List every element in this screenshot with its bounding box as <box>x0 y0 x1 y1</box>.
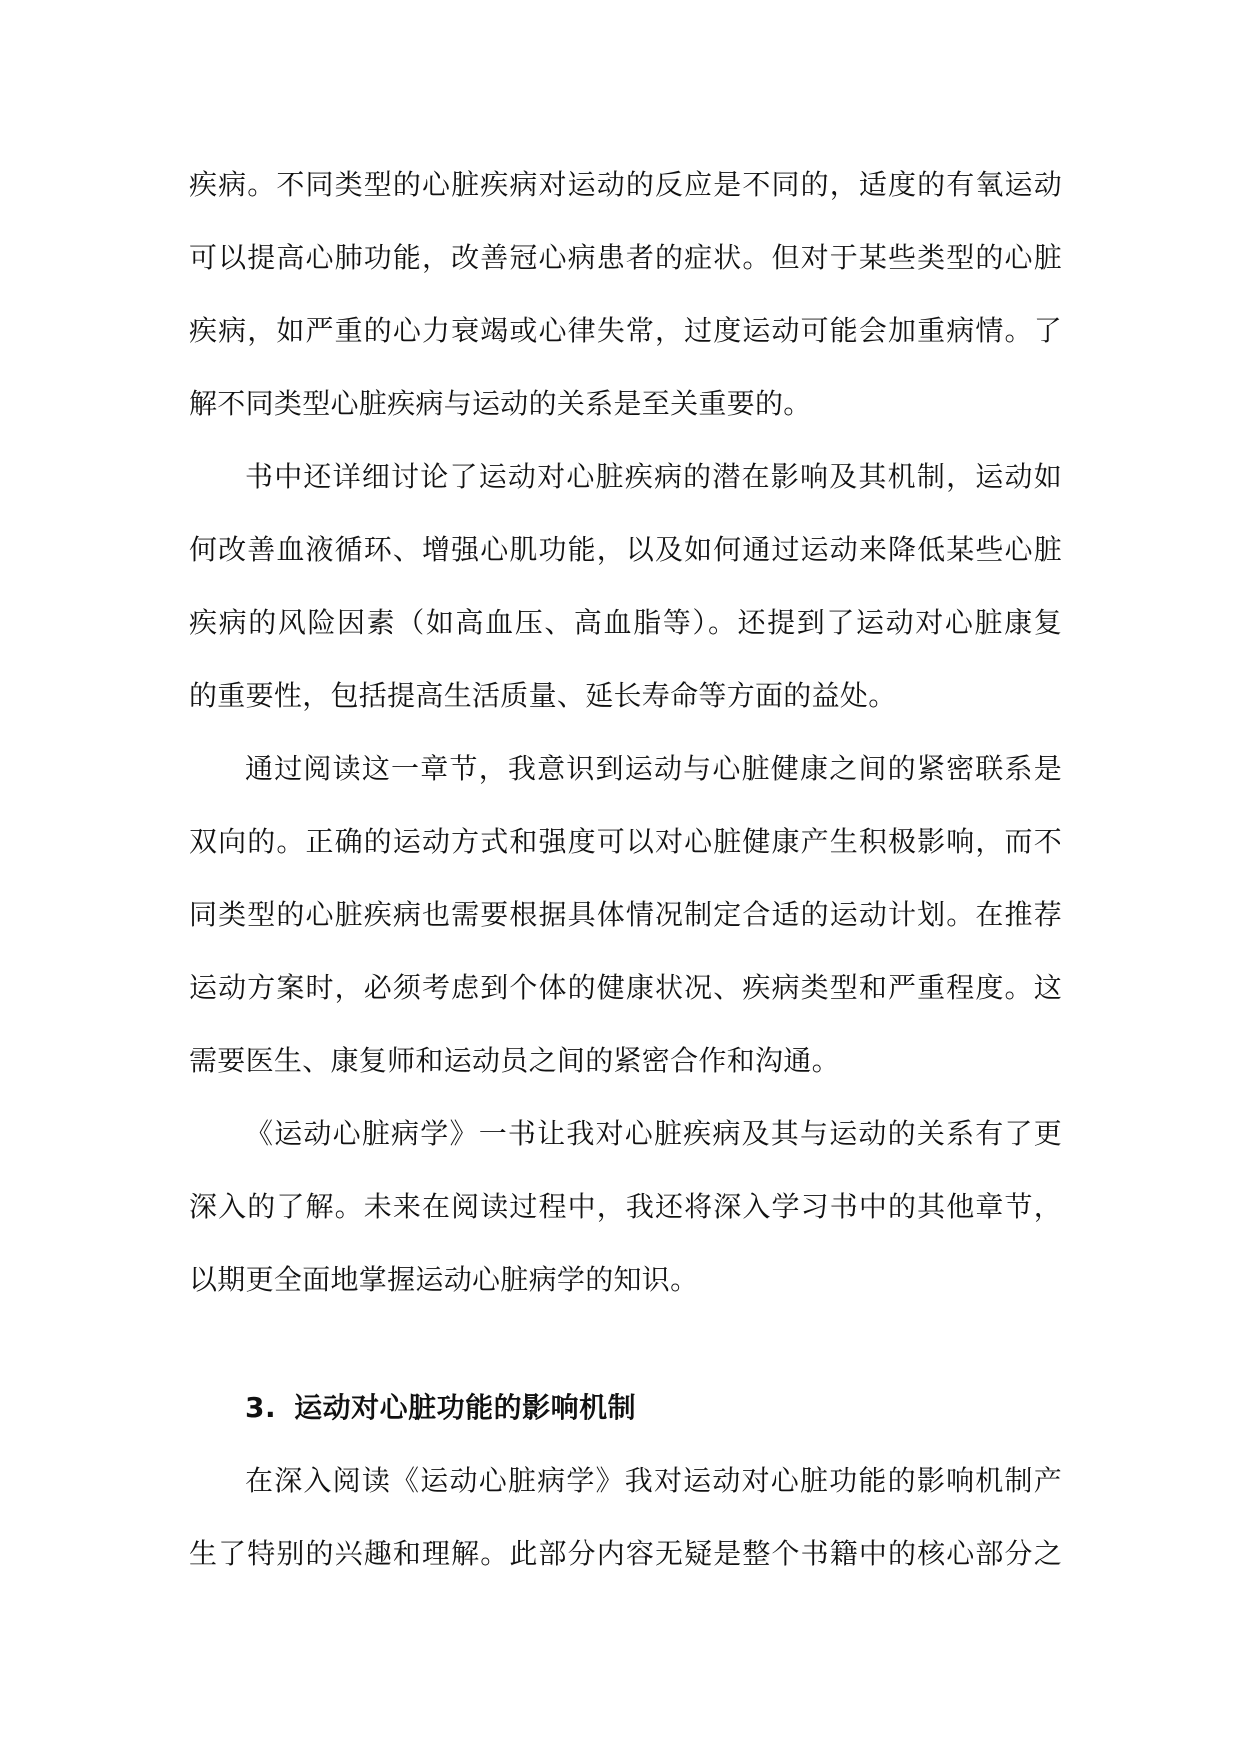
text-line: 疾病，如严重的心力衰竭或心律失常，过度运动可能会加重病情。了 <box>189 314 1062 347</box>
text-line: 生了特别的兴趣和理解。此部分内容无疑是整个书籍中的核心部分之 <box>189 1537 1062 1570</box>
text-line: 以期更全面地掌握运动心脏病学的知识。 <box>189 1263 699 1296</box>
paragraph <box>189 732 1062 1097</box>
text-line: 可以提高心肺功能，改善冠心病患者的症状。但对于某些类型的心脏 <box>189 241 1062 274</box>
paragraph <box>189 440 1062 732</box>
body-text <box>189 148 1062 1590</box>
paragraph <box>189 148 1062 440</box>
text-line: 运动方案时，必须考虑到个体的健康状况、疾病类型和严重程度。这 <box>189 971 1062 1004</box>
section-number: 3. <box>245 1391 277 1424</box>
text-line: 深入的了解。未来在阅读过程中，我还将深入学习书中的其他章节， <box>189 1190 1062 1223</box>
paragraph <box>189 1444 1062 1590</box>
text-line: 疾病。不同类型的心脏疾病对运动的反应是不同的，适度的有氧运动 <box>189 168 1062 201</box>
text-line: 的重要性，包括提高生活质量、延长寿命等方面的益处。 <box>189 679 897 712</box>
section-heading <box>189 1371 1062 1444</box>
text-line: 疾病的风险因素（如高血压、高血脂等）。还提到了运动对心脏康复 <box>189 606 1062 639</box>
section-title: 运动对心脏功能的影响机制 <box>294 1391 637 1424</box>
text-line: 解不同类型心脏疾病与运动的关系是至关重要的。 <box>189 387 812 420</box>
section-spacer <box>189 1316 1062 1371</box>
text-line: 同类型的心脏疾病也需要根据具体情况制定合适的运动计划。在推荐 <box>189 898 1062 931</box>
text-line: 双向的。正确的运动方式和强度可以对心脏健康产生积极影响，而不 <box>189 825 1062 858</box>
text-line: 需要医生、康复师和运动员之间的紧密合作和沟通。 <box>189 1044 840 1077</box>
text-line: 书中还详细讨论了运动对心脏疾病的潜在影响及其机制，运动如 <box>245 460 1062 493</box>
text-line: 通过阅读这一章节，我意识到运动与心脏健康之间的紧密联系是 <box>245 752 1062 785</box>
text-line: 何改善血液循环、增强心肌功能，以及如何通过运动来降低某些心脏 <box>189 533 1062 566</box>
paragraph <box>189 1097 1062 1316</box>
text-line: 《运动心脏病学》一书让我对心脏疾病及其与运动的关系有了更 <box>245 1117 1062 1150</box>
text-line: 在深入阅读《运动心脏病学》我对运动对心脏功能的影响机制产 <box>245 1464 1062 1497</box>
